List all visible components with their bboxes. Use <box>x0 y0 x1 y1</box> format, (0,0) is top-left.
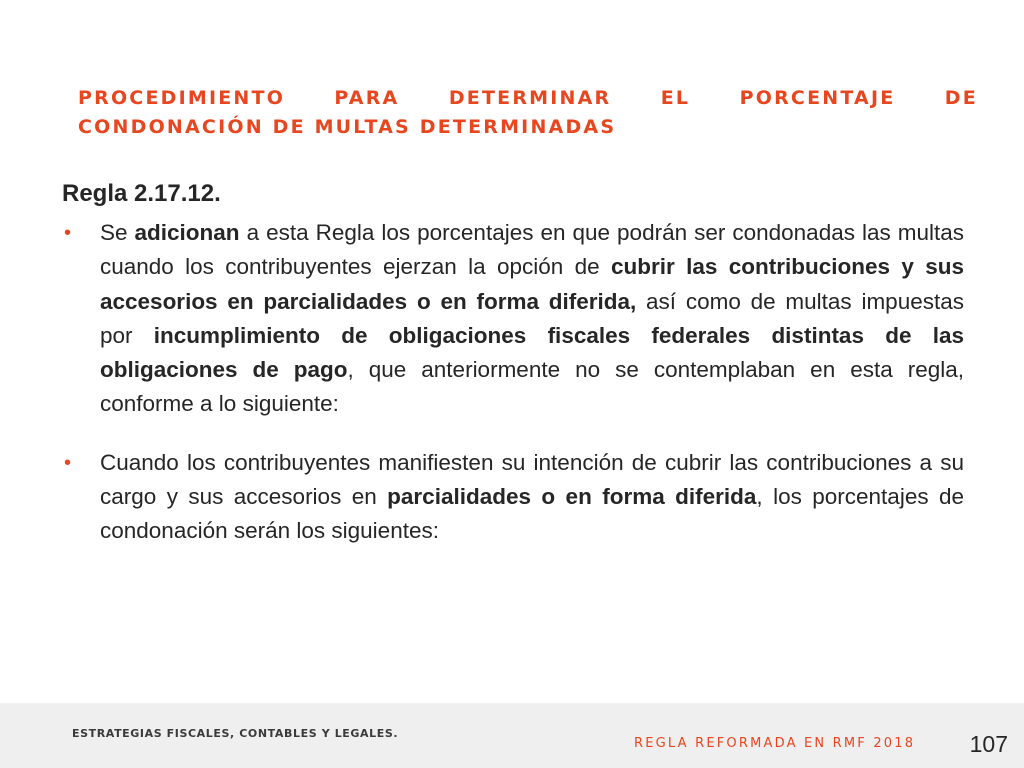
bullet-text-bold-segment: parcialidades o en forma diferida <box>387 484 757 510</box>
title-word: DETERMINAR <box>448 87 612 109</box>
slide-title-line-1 <box>78 84 978 113</box>
bullet-text-segment: , que anteriormente no se contemplaban en esta regla, conforme a lo siguiente: <box>100 357 964 417</box>
page-number: 107 <box>969 731 1008 757</box>
bullet-text-segment: a esta Regla los porcentajes en que podrán ser condonadas las multas cuando los contribuyentes ejerzan la opción de <box>100 220 964 280</box>
footer-rule-note: REGLA REFORMADA EN RMF 2018 <box>634 736 916 751</box>
bullet-item <box>62 216 964 422</box>
title-word: PARA <box>334 87 400 109</box>
bullet-text-bold-segment: incumplimiento de obligaciones fiscales federales distintas de las obligaciones de pago <box>100 322 964 383</box>
bullet-text-bold-segment: cubrir las contribuciones y sus accesorios en parcialidades o en forma diferida, <box>100 254 964 314</box>
bullet-text-segment: Cuando los contribuyentes manifiesten su intención de cubrir las contribuciones a su cargo y sus accesorios en <box>100 449 964 510</box>
slide-title-line-2: CONDONACIÓN DE MULTAS DETERMINADAS <box>78 116 617 138</box>
title-word: PORCENTAJE <box>739 87 896 109</box>
rule-heading: Regla 2.17.12. <box>62 180 221 207</box>
bullet-text <box>100 216 964 422</box>
slide-title <box>78 84 978 142</box>
title-word: DE <box>944 87 978 109</box>
footer <box>0 703 1024 768</box>
bullet-text-segment: , los porcentajes de condonación serán los siguientes: <box>100 484 965 544</box>
bullet-text-segment: así como de multas impuestas por <box>100 288 964 348</box>
bullet-icon: • <box>64 222 72 244</box>
title-word: PROCEDIMIENTO <box>78 87 286 109</box>
bullet-icon: • <box>64 451 72 474</box>
bullet-item <box>62 446 964 549</box>
bullet-text-segment: Se <box>100 220 135 245</box>
title-word: EL <box>660 87 691 109</box>
bullet-text-bold-segment: adicionan <box>134 220 240 245</box>
footer-company-name: ESTRATEGIAS FISCALES, CONTABLES Y LEGALES. <box>72 727 399 740</box>
bullet-text <box>100 446 964 549</box>
slide-content <box>62 178 964 573</box>
